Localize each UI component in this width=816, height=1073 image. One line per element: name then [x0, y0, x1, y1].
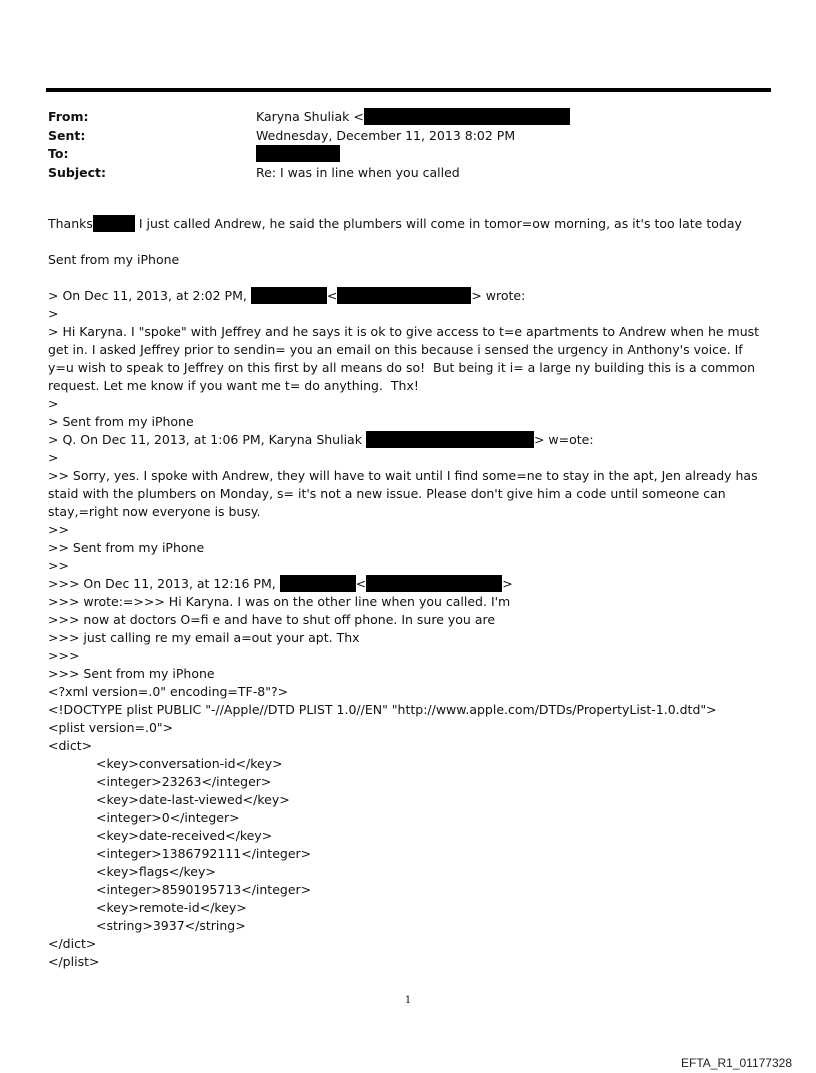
xml-line: </dict>: [48, 936, 97, 951]
reply-line: [48, 215, 772, 233]
quote-line: >>: [48, 522, 69, 537]
xml-dict-line: <key>remote-id</key>: [96, 900, 247, 915]
xml-dict-line: <key>date-received</key>: [96, 828, 273, 843]
reply-text: Thanks: [48, 216, 93, 231]
to-value: [256, 145, 340, 164]
sent-label: Sent:: [48, 127, 86, 143]
reply-text: I just called Andrew, he said the plumbers will come in tomor=ow morning, as it's too late today: [134, 216, 742, 231]
quote-text: >>> On Dec 11, 2013, at 12:16 PM,: [48, 576, 276, 591]
quote-line: >>: [48, 558, 69, 573]
redaction-box: [256, 145, 340, 162]
quote-text: > w=ote:: [533, 432, 594, 447]
redaction-box: [364, 108, 570, 125]
xml-dict-line: <integer>0</integer>: [96, 810, 240, 825]
signature-line: Sent from my iPhone: [48, 252, 180, 267]
sent-row: [48, 127, 768, 146]
quote-line: >>> wrote:=>>> Hi Karyna. I was on the other line when you called. I'm: [48, 594, 511, 609]
quote-line: > Sent from my iPhone: [48, 414, 194, 429]
sent-value: Wednesday, December 11, 2013 8:02 PM: [256, 127, 516, 143]
xml-line: <dict>: [48, 738, 93, 753]
subject-label: Subject:: [48, 164, 106, 180]
redaction-box: [337, 287, 471, 304]
to-row: [48, 145, 768, 164]
quote-header-line: [48, 287, 772, 305]
xml-line: <!DOCTYPE plist PUBLIC "-//Apple//DTD PLIST 1.0//EN" "http://www.apple.com/DTDs/PropertyList-1.0.dtd">: [48, 702, 717, 717]
xml-line: </plist>: [48, 954, 100, 969]
quote-text: >: [502, 576, 513, 591]
redaction-box: [366, 431, 534, 448]
xml-dict-line: <integer>23263</integer>: [96, 774, 272, 789]
xml-line: <plist version=.0">: [48, 720, 174, 735]
quote-paragraph: > Hi Karyna. I "spoke" with Jeffrey and he says it is ok to give access to t=e apartments to Andrew when he must get in. I asked Jeffrey prior to sendin= you an email on this because i sensed the urgency in Anthony's voice. If y=u wish to speak to Jeffrey on this first by all means do so! But being it i= a large ny building this is a common request. Let me know if you want me t= do anything. Thx!: [48, 324, 764, 393]
header-rule: [46, 88, 771, 92]
spacer: [48, 269, 772, 287]
quote-line: >>>: [48, 648, 80, 663]
quote-line: >: [48, 306, 59, 321]
document-id: EFTA_R1_01177328: [681, 1056, 792, 1070]
redaction-box: [366, 575, 502, 592]
quote-line: >>> now at doctors O=fi e and have to shut off phone. In sure you are: [48, 612, 496, 627]
quote-text: <: [355, 576, 367, 591]
subject-value: Re: I was in line when you called: [256, 164, 460, 180]
xml-dict-line: <integer>1386792111</integer>: [96, 846, 312, 861]
xml-line: <?xml version=.0" encoding=TF-8"?>: [48, 684, 289, 699]
quote-paragraph: >> Sorry, yes. I spoke with Andrew, they will have to wait until I find some=ne to stay in the apt, Jen already has staid with the plumbers on Monday, s= it's not a new issue. Please don't give him a code until someone can stay,=right now everyone is busy.: [48, 468, 762, 519]
quote-text: > On Dec 11, 2013, at 2:02 PM,: [48, 288, 247, 303]
quote-line: >: [48, 450, 59, 465]
quote-text: > Q. On Dec 11, 2013, at 1:06 PM, Karyna Shuliak: [48, 432, 362, 447]
from-row: [48, 108, 768, 127]
email-header: [48, 108, 768, 182]
quote-line: >: [48, 396, 59, 411]
quote-line: >>> Sent from my iPhone: [48, 666, 215, 681]
xml-dict-line: <key>conversation-id</key>: [96, 756, 283, 771]
xml-dict-line: <key>date-last-viewed</key>: [96, 792, 290, 807]
xml-dict-line: <integer>8590195713</integer>: [96, 882, 312, 897]
xml-dict-line: <key>flags</key>: [96, 864, 216, 879]
quote-text: > wrote:: [471, 288, 526, 303]
quote-text: <: [326, 288, 338, 303]
from-label: From:: [48, 109, 89, 124]
xml-dict-line: <string>3937</string>: [96, 918, 246, 933]
subject-row: [48, 164, 768, 183]
from-value: [256, 108, 570, 127]
email-body: [48, 215, 772, 971]
spacer: [48, 233, 772, 251]
quote-line: >> Sent from my iPhone: [48, 540, 205, 555]
page-number: 1: [404, 995, 412, 1006]
redaction-box: [280, 575, 356, 592]
redaction-box: [93, 215, 135, 232]
from-name: Karyna Shuliak <: [256, 109, 364, 124]
to-label: To:: [48, 146, 69, 161]
quote-header-line: [48, 575, 772, 593]
quote-line: >>> just calling re my email a=out your apt. Thx: [48, 630, 360, 645]
quote-header-line: [48, 431, 772, 449]
redaction-box: [251, 287, 327, 304]
